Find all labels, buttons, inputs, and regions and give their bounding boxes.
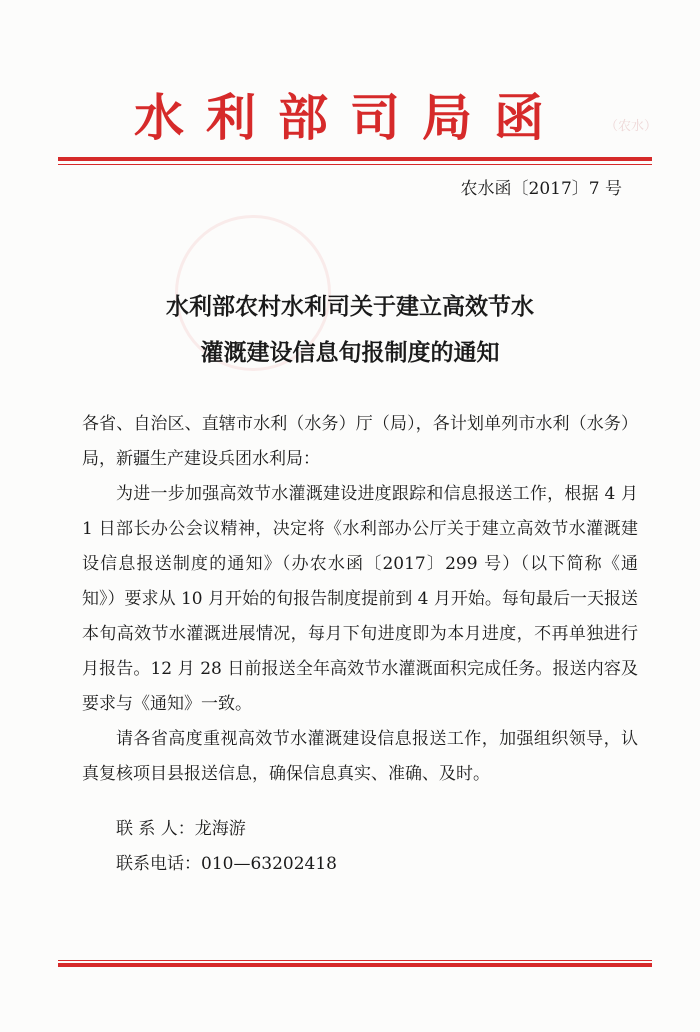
contact-phone: 联系电话：010—63202418: [116, 854, 337, 874]
body-paragraph-2: 请各省高度重视高效节水灌溉建设信息报送工作，加强组织领导，认真复核项目县报送信息，确保信息真实、准确、及时。: [82, 729, 638, 784]
red-rule-top-thin: [58, 164, 652, 165]
salutation: 各省、自治区、直辖市水利（水务）厅（局），各计划单列市水利（水务）局，新疆生产建设兵团水利局：: [82, 414, 638, 469]
red-rule-bottom-thin: [58, 960, 652, 961]
body-paragraph-1: 为进一步加强高效节水灌溉建设进度跟踪和信息报送工作，根据 4 月 1 日部长办公会议精神，决定将《水利部办公厅关于建立高效节水灌溉建设信息报送制度的通知》（办农水函〔2017〕299 号）（以下简称《通知》）要求从 10 月开始的旬报告制度提前到 4 月开始。每旬最后一天报送本旬高效节水灌溉进展情况，每月下旬进度即为本月进度，不再单独进行月报告。12 月 28 日前报送全年高效节水灌溉面积完成任务。报送内容及要求与《通知》一致。: [82, 484, 638, 714]
contact-person: 联 系 人：龙海游: [116, 819, 246, 839]
faint-mark: （农水）: [605, 119, 658, 134]
document-number: 农水函〔2017〕7 号: [460, 179, 622, 199]
document-title: [0, 284, 700, 376]
title-line-2: 灌溉建设信息旬报制度的通知: [200, 340, 500, 366]
red-rule-top-thick: [58, 157, 652, 161]
document-body: [82, 407, 638, 792]
masthead-title: 水利部司局函: [134, 88, 566, 147]
title-line-1: 水利部农村水利司关于建立高效节水: [166, 294, 534, 320]
red-rule-bottom-thick: [58, 963, 652, 967]
